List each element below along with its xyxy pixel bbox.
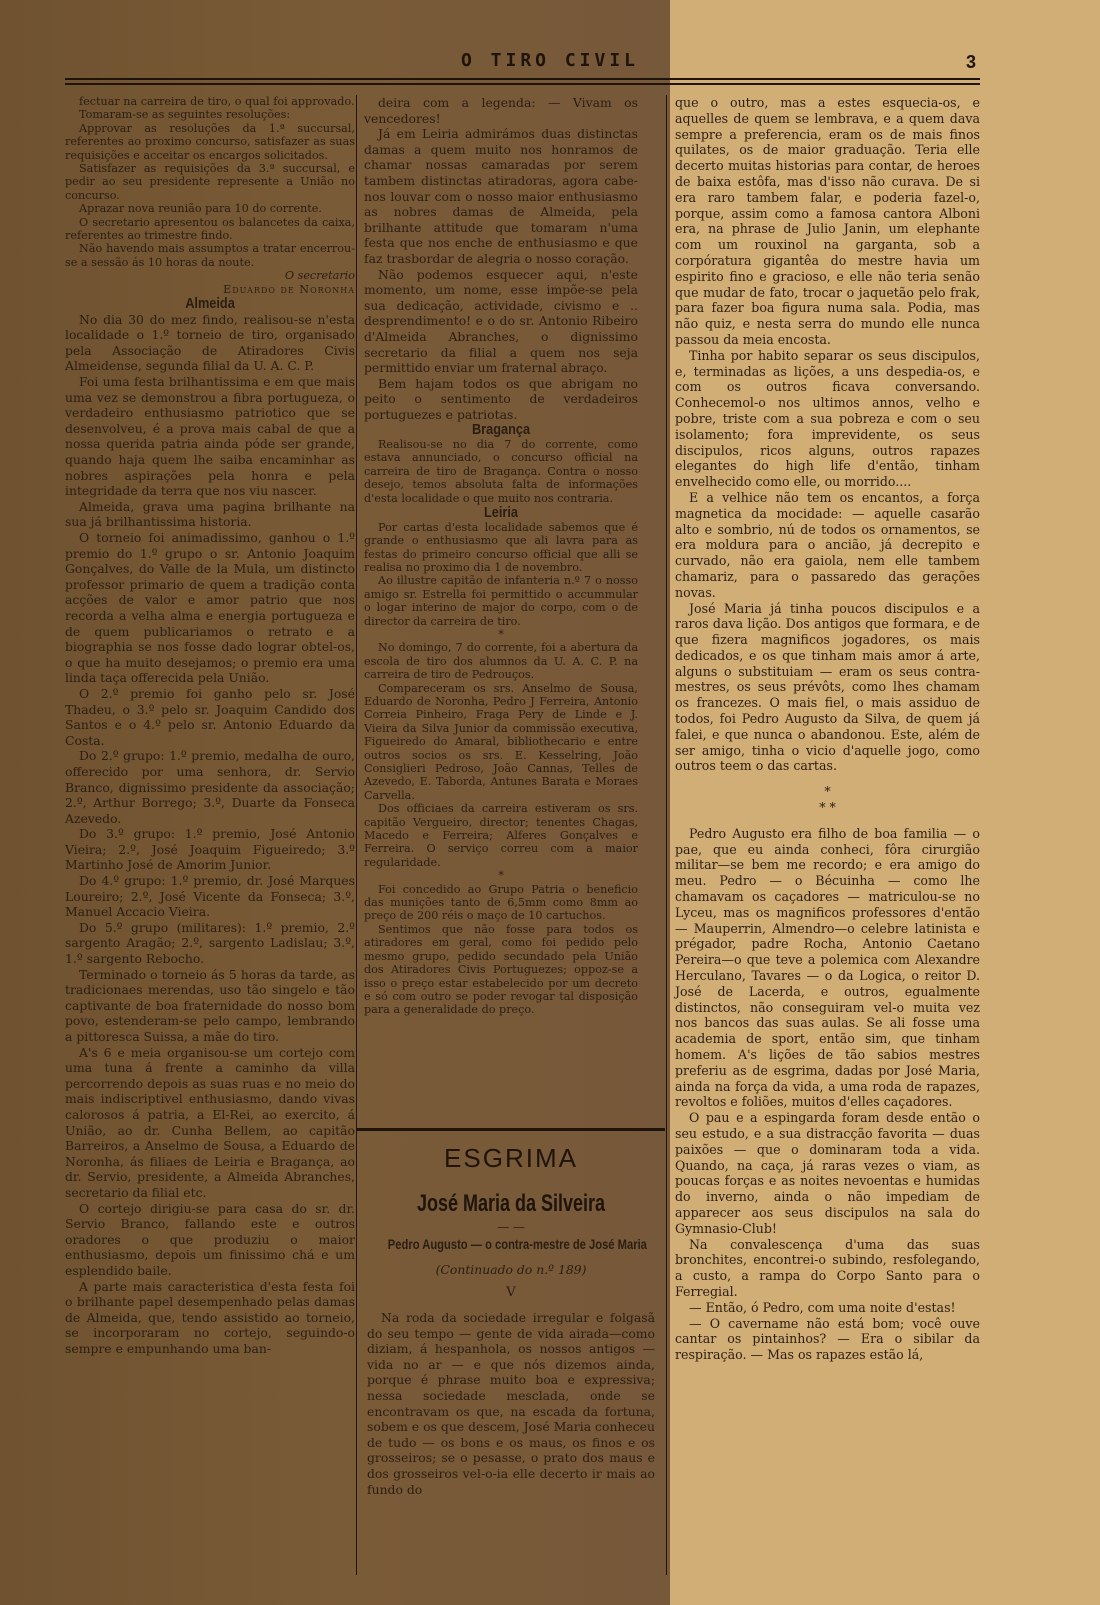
paragraph: Na convalescença d'uma das suas bronchites, encontrei-o subindo, resfolegando, a custo, a rampa do Corpo Santo para o Ferregial. [675,1236,980,1299]
title-separator: — — [497,1220,525,1234]
article-subtitle: Pedro Augusto — o contra-mestre de José Maria [387,1236,647,1252]
paragraph: Não podemos esquecer aqui, n'este momento, um nome, esse impõe-se pela sua dedicação, actividade, civismo e .. desprendimento! e o do sr. Antonio Ribeiro d'Almeida Abranches, o dignissimo secretario da filial a quem nos seja permittido enviar um fraternal abraço. [364,266,638,376]
chapter-number: V [506,1285,516,1300]
column-2 [364,95,638,1017]
header-rule-top [65,78,980,80]
paragraph: Satisfazer as requisições da 3.ª succursal, e pedir ao seu presidente represente a União no concurso. [65,162,355,202]
paragraph: No domingo, 7 do corrente, foi a abertura da escola de tiro dos alumnos da U. A. C. P. na carreira de tiro de Pedrouços. [364,641,638,682]
section-heading-braganca: Bragança [471,421,531,439]
paragraph: A parte mais caracteristica d'esta festa foi o brilhante papel desempenhado pelas damas de Almeida, que, tendo assistido ao torneio, se incorporaram no cortejo, seguindo-o sempre e empunhando uma ban- [65,1278,355,1356]
paragraph: Sentimos que não fosse para todos os atiradores em geral, como foi pedido pelo mesmo grupo, pedido secundado pela União dos Atiradores Civis Portuguezes; oppoz-se a isso o preço estar estabelecido por um decreto e só com outro se poder revogar tal disposição para a generalidade do preço. [364,922,638,1017]
esgrima-text [367,1310,655,1497]
separator-star: * [498,627,504,641]
paragraph: No dia 30 do mez findo, realisou-se n'esta localidade o 1.º torneio de tiro, organisado pela Associação de Atiradores Civis Almeidense, segunda filial da U. A. C. P. [65,311,355,374]
paragraph: Foi uma festa brilhantissima e em que mais uma vez se demonstrou a fibra portugueza, o verdadeiro enthusiasmo patriotico que se desenvolveu, é a prova mais cabal de que a nossa querida patria ainda póde ser grande, quando haja quem lhe saiba encaminhar as nobres aspirações pela honra e pela integridade da terra que nos viu nascer. [65,374,355,499]
separator-star: * [498,869,504,883]
column-1 [65,95,355,1356]
section-heading-almeida: Almeida [185,295,235,313]
signature-name: Eduardo de Noronha [223,282,355,296]
esgrima-section [357,1128,665,1601]
paragraph: Do 3.º grupo: 1.º premio, José Antonio Vieira; 2.º, José Joaquim Figueiredo; 3.º Martinho José de Amorim Junior. [65,826,355,873]
newspaper-title: O TIRO CIVIL [460,50,640,71]
paragraph: Dos officiaes da carreira estiveram os srs. capitão Vergueiro, director; tenentes Chagas, Macedo e Ferreira; Alferes Gonçalves e Ferreira. O serviço correu com a maior regularidade. [364,802,638,869]
paragraph: O secretario apresentou os balancetes da caixa, referentes ao trimestre findo. [65,215,355,243]
paragraph: José Maria já tinha poucos discipulos e a raros dava lição. Dos antigos que formara, e de que fizera magnificos jogadores, os mais dedicados, e os que tinham mais amor á arte, alguns o substituiam — eram os seus contra-mestres, os seus prévôts, como lhes chamam os francezes. O mais fiel, o mais assiduo de todos, foi Pedro Augusto da Silva, de quem já falei, e que nunca o abandonou. Este, além de ser amigo, tinha o vicio d'aquelle jogo, como outros teem o das cartas. [675,600,980,774]
paragraph: A's 6 e meia organisou-se um cortejo com uma tuna á frente a caminho da villa percorrendo depois as suas ruas e no meio do mais indiscriptivel enthusiasmo, dando vivas calorosos á patria, a El-Rei, ao exercito, á União, ao dr. Cunha Bellem, ao capitão Barreiros, a Anselmo de Sousa, a Eduardo de Noronha, ás filiaes de Leiria e Bragança, ao dr. Servio, presidente, a Almeida Abranches, secretario da filial etc. [65,1044,355,1200]
paragraph: O 2.º premio foi ganho pelo sr. José Thadeu, o 3.º pelo sr. Joaquim Candido dos Santos e o 4.º pelo sr. Antonio Eduardo da Costa. [65,685,355,748]
header-rule-bottom [65,83,980,85]
paragraph: Terminado o torneio ás 5 horas da tarde, as tradicionaes merendas, uso tão singelo e tão captivante de boa fraternidade do nosso bom povo, estenderam-se pelo campo, lembrando a pittoresca Suissa, a mãe do tiro. [65,966,355,1044]
paragraph: deira com a legenda: — Vivam os vencedores! [364,95,638,126]
paragraph: Tomaram-se as seguintes resoluções: [79,108,291,122]
paragraph: Foi concedido ao Grupo Patria o beneficio das munições tanto de 6,5mm como 8mm ao preço de 200 réis o maço de 10 cartuchos. [364,882,638,923]
paragraph: Por cartas d'esta localidade sabemos que é grande o enthusiasmo que ali lavra para as festas do primeiro concurso official que alli se realisa no proximo dia 1 de novembro. [364,520,638,574]
paragraph: Aprazar nova reunião para 10 do corrente. [79,202,322,216]
paragraph: Approvar as resoluções da 1.ª succursal, referentes ao proximo concurso, satisfazer as suas requisições e acceitar os encargos solicitados. [65,121,355,162]
paragraph: — O cavername não está bom; você ouve cantar os pintainhos? — Era o sibilar da respiração. — Mas os rapazes estão lá, [675,1315,980,1363]
column-3 [675,95,980,1363]
column-divider-2 [666,95,667,1575]
paragraph: Não havendo mais assumptos a tratar encerrou-se a sessão ás 10 horas da noute. [65,242,355,269]
paragraph: Já em Leiria admirámos duas distinctas damas a quem muito nos honramos de chamar nossas camaradas por serem tambem distinctas atiradoras, agora cabe-nos louvar com o nosso maior enthusiasmo as nobres damas de Almeida, pela brilhante attitude que tomaram n'uma festa que nos enche de enthusiasmo e que faz trasbordar de alegria o nosso coração. [364,126,638,266]
paragraph: que o outro, mas a estes esquecia-os, e aquelles de quem se lembrava, e a quem dava sempre a preferencia, eram os de mais finos quilates, os de maior graduação. Teria elle decerto muitas historias para contar, de heroes de baixa estôfa, mas d'isso não curava. De si era raro tambem falar, e poderia fazel-o, porque, assim como a famosa cantora Alboni era, na phrase de Julio Janin, um elephante com um rouxinol na garganta, sob a corpóratura gigantêa do mestre havia um espirito fino e gracioso, e elle não teria senão que mudar de fato, trocar o jaquetão pelo frak, para fazer boa figura numa sala. Podia, mas não quiz, e nesta serra do mundo elle nunca passou da meia encosta. [675,95,980,347]
esgrima-heading: ESGRIMA [444,1143,578,1173]
paragraph: Ao illustre capitão de infanteria n.º 7 o nosso amigo sr. Estrella foi permittido o accummular o logar interino de major do corpo, com o de director da carreira de tiro. [364,574,638,628]
paragraph: Realisou-se no dia 7 do corrente, como estava annunciado, o concurso official na carreira de tiro de Bragança. Contra o nosso desejo, temos absoluta falta de informações d'esta localidade o que muito nos contraria. [364,438,638,505]
paragraph: Compareceram os srs. Anselmo de Sousa, Eduardo de Noronha, Pedro J Ferreira, Antonio Correia Pinheiro, Fraga Pery de Linde e J. Vieira da Silva Junior da commissão executiva, Figueiredo do Amaral, bibliothecario e entre outros socios os srs. E. Kesselring, João Consiglieri Pedroso, João Cannas, Telles de Azevedo, E. Taborda, Antunes Barata e Moraes Carvella. [364,681,638,802]
paragraph: Pedro Augusto era filho de boa familia — o pae, que eu ainda conheci, fôra cirurgião militar—se bem me recordo; e era amigo do meu. Pedro — o Bécuinha — como lhe chamavam os caçadores — matriculou-se no Lyceu, mas os magnificos professores d'então — Mauperrin, Almendro—o celebre latinista e prégador, padre Rocha, Antonio Caetano Pereira—o que teve a polemica com Alexandre Herculano, Tavares — o da Logica, o reitor D. José de Lacerda, e outros, egualmente distinctos, não conseguiram vel-o muita vez nos bancos das suas aulas. Se ali fosse uma academia de sport, então sim, que tinham homem. A's lições de tão sabios mestres preferiu as de esgrima, dadas por José Maria, ainda na força da vida, a uma roda de rapazes, revoltos e foliões, muitos d'elles caçadores. [675,825,980,1110]
continued-note: (Continuado do n.º 189) [435,1262,587,1277]
signature-role: O secretario [284,269,355,283]
paragraph: Bem hajam todos os que abrigam no peito o sentimento de verdadeiros portuguezes e patriotas. [364,375,638,422]
paragraph: Do 4.º grupo: 1.º premio, dr. José Marques Loureiro; 2.º, José Vicente da Fonseca; 3.º, Manuel Accacio Vieira. [65,873,355,920]
paragraph: Do 5.º grupo (militares): 1.º premio, 2.º sargento Aragão; 2.º, sargento Ladislau; 3.º, 1.º sargento Rebocho. [65,919,355,967]
paragraph: E a velhice não tem os encantos, a força magnetica da mocidade: — aquelle casarão alto e sombrio, nú de todos os ornamentos, se era moldura para o ancião, já decrepito e curvado, não era gaiola, nem elle tambem chamariz, para o passaredo das gerações novas. [675,489,980,600]
paragraph: O pau e a espingarda foram desde então o seu estudo, e a sua distracção favorita — duas paixões — que o dominaram toda a vida. Quando, na caça, já raras vezes o viam, as poucas forças e as noites nevoentas e humidas do inverno, ainda o não impediam de apparecer aos seus discipulos na sala do Gymnasio-Club! [675,1110,980,1236]
paragraph: Na roda da sociedade irregular e folgasã do seu tempo — gente de vida airada—como diziam, á hespanhola, os nossos antigos — vida no ar — e que nós dizemos ainda, porque é phrase muito boa e expressiva; nessa sociedade mesclada, onde se encontravam os que, na escada da fortuna, sobem e os que descem, José Maria conheceu de tudo — os bons e os maus, os finos e os grosseiros; se o pesasse, o prato dos maus e dos grosseiros vel-o-ia elle decerto ir mais ao fundo do [367,1310,655,1497]
page-number: 3 [965,52,976,72]
paragraph: — Então, ó Pedro, com uma noite d'estas! [689,1299,956,1315]
paragraph: Tinha por habito separar os seus discipulos, e, terminadas as lições, a uns despedia-os, e com os outros ficava conversando. Conhecemol-o nos ultimos annos, velho e pobre, triste com a sua pobreza e com o seu isolamento; fora imprevidente, os seus discipulos, ricos alguns, outros rapazes elegantes do high life d'então, tinham envelhecido como elle, ou morrido.... [675,347,980,490]
paragraph: fectuar na carreira de tiro, o qual foi approvado. [79,95,355,108]
article-title: José Maria da Silveira [416,1190,606,1217]
paragraph: O cortejo dirigiu-se para casa do sr. dr. Servio Branco, fallando este e outros oradores o que produziu o maior enthusiasmo, depois um finissimo chá e um esplendido baile. [65,1200,355,1278]
paragraph: Do 2.º grupo: 1.º premio, medalha de ouro, offerecido por uma senhora, dr. Servio Branco, dignissimo presidente da associação; 2.º, Arthur Borrego; 3.º, Duarte da Fonseca Azevedo. [65,748,355,826]
paragraph: O torneio foi animadissimo, ganhou o 1.º premio do 1.º grupo o sr. Antonio Joaquim Gonçalves, do Valle de la Mula, um distincto professor primario de quem a tradição conta acções de valor e amor patrio que nos recorda a velha alma e energia portugueza e de quem publicariamos o retrato e a biographia se nos fosse dado lograr obtel-os, o que ha muito desejamos; o premio era uma linda taça offerecida pela União. [65,530,355,686]
paragraph: Almeida, grava uma pagina brilhante na sua já brilhantissima historia. [65,498,355,530]
separator-stars: * * * [819,784,836,816]
section-heading-leiria: Leiria [483,504,519,522]
